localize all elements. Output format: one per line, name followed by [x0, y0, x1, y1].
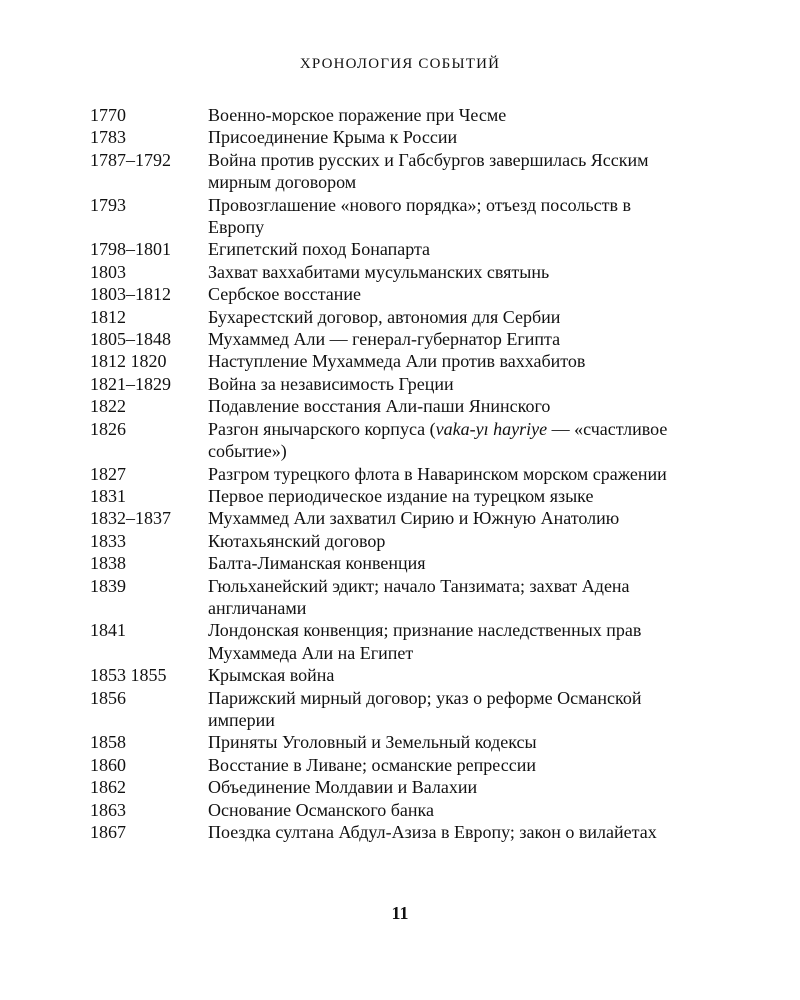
- entry-event: Наступление Мухаммеда Али против ваххабитов: [208, 351, 586, 372]
- entry-event: Война за независимость Греции: [208, 373, 454, 394]
- chronology-entry: [90, 552, 690, 574]
- running-head: ХРОНОЛОГИЯ СОБЫТИЙ: [299, 56, 501, 72]
- entry-event: [208, 418, 690, 463]
- entry-event: Восстание в Ливане; османские репрессии: [208, 754, 536, 775]
- entry-event: Провозглашение «нового порядка»; отъезд посольств в Европу: [208, 194, 631, 238]
- entry-event: Лондонская конвенция; признание наследственных прав Мухаммеда Али на Египет: [208, 620, 642, 663]
- entry-year: 1841: [90, 620, 126, 641]
- entry-year: 1821–1829: [90, 373, 171, 394]
- entry-event: Мухаммед Али — генерал-губернатор Египта: [208, 329, 561, 350]
- entry-event: Приняты Уголовный и Земельный кодексы: [208, 732, 537, 753]
- chronology-entry: [90, 619, 690, 664]
- entry-year: 1862: [90, 777, 126, 798]
- chronology-entry: [90, 104, 690, 126]
- entry-year: 1832–1837: [90, 508, 171, 529]
- chronology-entry: [90, 463, 690, 485]
- chronology-entry: [90, 507, 690, 529]
- chronology-entry: [90, 350, 690, 372]
- chronology-entry: [90, 261, 690, 283]
- entry-year: 1805–1848: [90, 329, 171, 350]
- chronology-entry: [90, 306, 690, 328]
- entry-year: 1833: [90, 530, 126, 551]
- entry-event: Сербское восстание: [208, 284, 362, 305]
- entry-year: 1867: [90, 822, 126, 842]
- entry-event: Подавление восстания Али-паши Янинского: [208, 396, 551, 417]
- entry-year: 1770: [90, 105, 126, 125]
- entry-year: 1856: [90, 687, 126, 708]
- entry-event-text: Разгон янычарского корпуса (: [208, 418, 436, 439]
- page-number: 11: [391, 903, 409, 923]
- entry-year: 1831: [90, 485, 126, 506]
- entry-year: 1838: [90, 553, 126, 574]
- chronology-entry: [90, 418, 690, 463]
- chronology-entry: [90, 283, 690, 305]
- chronology-entry: [90, 395, 690, 417]
- entry-event-text: — «счастливое событие»): [208, 418, 668, 462]
- chronology-entry: [90, 373, 690, 395]
- entry-year: 1803: [90, 261, 126, 282]
- entry-event: Объединение Молдавии и Валахии: [208, 777, 478, 798]
- entry-year: 1860: [90, 754, 126, 775]
- entry-event: Основание Османского банка: [208, 799, 435, 820]
- entry-year: 1803–1812: [90, 284, 171, 305]
- chronology-entry: [90, 664, 690, 686]
- chronology-entry: [90, 754, 690, 776]
- entry-event: Бухарестский договор, автономия для Сербии: [208, 306, 561, 327]
- entry-year: 1783: [90, 127, 126, 148]
- entry-event: Захват ваххабитами мусульманских святынь: [208, 261, 550, 282]
- entry-year: 1793: [90, 194, 126, 215]
- entry-year: 1826: [90, 418, 126, 439]
- entry-event: Египетский поход Бонапарта: [208, 239, 431, 260]
- chronology-entry: [90, 530, 690, 552]
- entry-year: 1798–1801: [90, 239, 171, 260]
- entry-year: 1858: [90, 732, 126, 753]
- entry-event: Кютахьянский договор: [208, 530, 386, 551]
- entry-event: Первое периодическое издание на турецком языке: [208, 485, 594, 506]
- entry-year: 1787–1792: [90, 149, 171, 170]
- entry-event: Разгром турецкого флота в Наваринском морском сражении: [208, 463, 667, 484]
- entry-year: 1839: [90, 575, 126, 596]
- entry-year: 1812: [90, 306, 126, 327]
- entry-event: Война против русских и Габсбургов завершилась Ясским мирным договором: [208, 149, 649, 193]
- chronology-entry: [90, 149, 690, 194]
- chronology-entry: [90, 731, 690, 753]
- chronology-entry: [90, 776, 690, 798]
- chronology-entry: [90, 238, 690, 260]
- entry-year: 1812 1820: [90, 351, 167, 372]
- chronology-entry: [90, 575, 690, 620]
- chronology-list: [90, 104, 690, 843]
- entry-event: Присоединение Крыма к России: [208, 127, 458, 148]
- chronology-entry: [90, 485, 690, 507]
- entry-event: Балта-Лиманская конвенция: [208, 553, 426, 574]
- entry-year: 1863: [90, 799, 126, 820]
- chronology-entry: [90, 821, 690, 843]
- chronology-entry: [90, 687, 690, 732]
- chronology-entry: [90, 194, 690, 239]
- entry-year: 1822: [90, 396, 126, 417]
- entry-event: Крымская война: [208, 665, 335, 686]
- entry-event: Мухаммед Али захватил Сирию и Южную Анатолию: [208, 508, 620, 529]
- entry-event: Парижский мирный договор; указ о реформе Османской империи: [208, 687, 642, 730]
- entry-event-italic-term: vaka-yı hayriye: [435, 418, 548, 439]
- chronology-entry: [90, 126, 690, 148]
- entry-event: Поездка султана Абдул-Азиза в Европу; закон о вилайетах: [208, 822, 657, 842]
- entry-year: 1853 1855: [90, 665, 167, 686]
- entry-year: 1827: [90, 463, 126, 484]
- chronology-entry: [90, 799, 690, 821]
- entry-event: Гюльханейский эдикт; начало Танзимата; захват Адена англичанами: [208, 575, 630, 618]
- entry-event: Военно-морское поражение при Чесме: [208, 105, 507, 125]
- chronology-entry: [90, 328, 690, 350]
